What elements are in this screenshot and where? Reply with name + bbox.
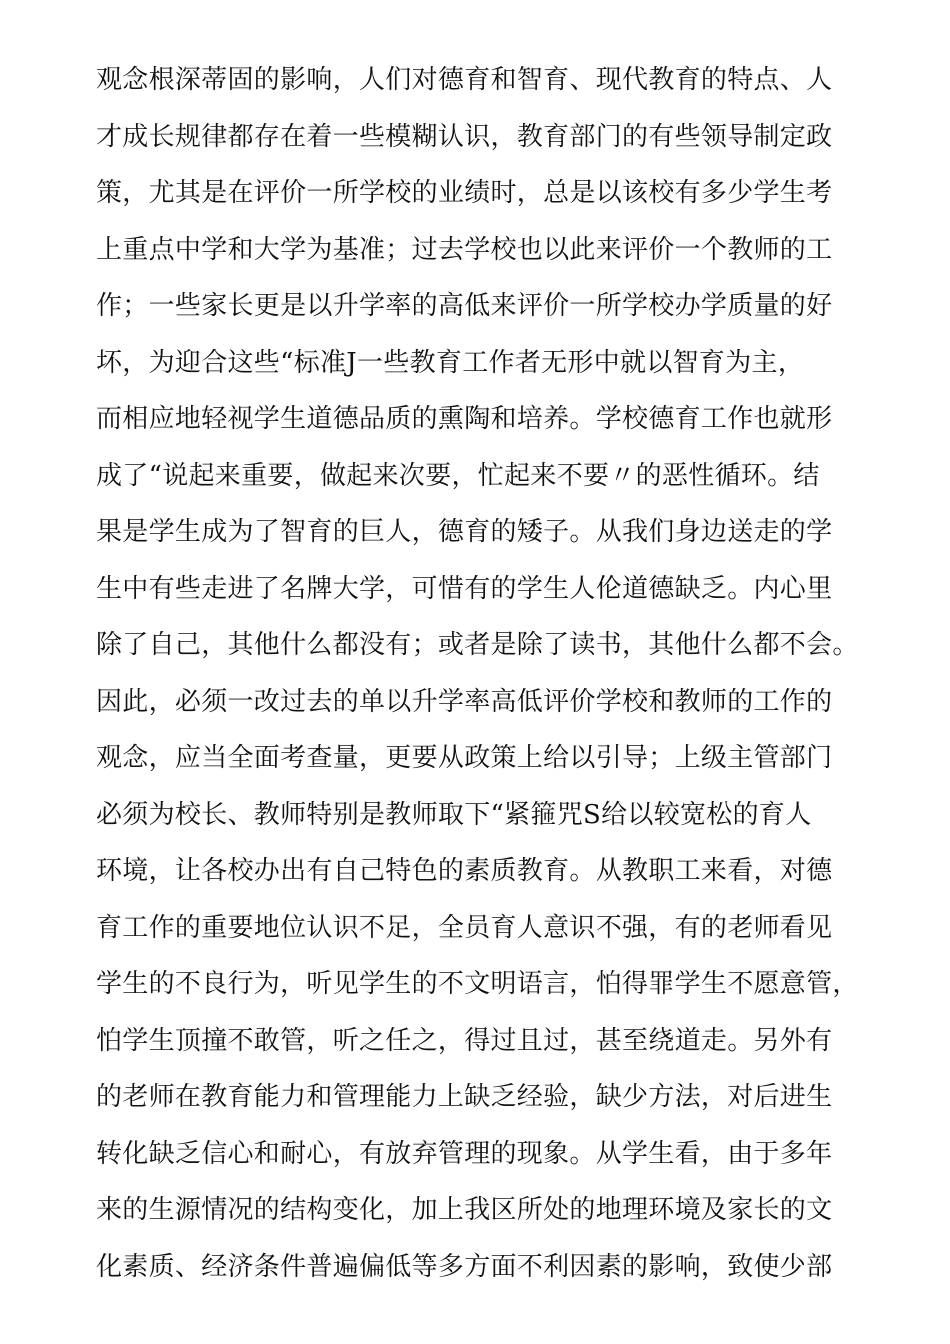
text-line: 怕学生顶撞不敢管，听之任之，得过且过，甚至绕道走。另外有: [96, 1025, 833, 1056]
text-line: 成了“说起来重要，做起来次要，忙起来不要〃的恶性循环。结: [96, 460, 820, 491]
text-line: 生中有些走进了名牌大学，可惜有的学生人伦道德缺乏。内心里: [96, 573, 833, 604]
text-line: 坏，为迎合这些“标准J一些教育工作者无形中就以智育为主，: [96, 347, 805, 378]
text-line: 上重点中学和大学为基准；过去学校也以此来评价一个教师的工: [96, 234, 833, 265]
text-line: 作；一些家长更是以升学率的高低来评价一所学校办学质量的好: [96, 291, 833, 321]
text-line: 果是学生成为了智育的巨人，德育的矮子。从我们身边送走的学: [96, 517, 833, 547]
body-text: [96, 52, 896, 1295]
text-line: 策，尤其是在评价一所学校的业绩时，总是以该校有多少学生考: [96, 178, 833, 208]
text-line: 育工作的重要地位认识不足，全员育人意识不强，有的老师看见: [96, 912, 833, 943]
text-line: 观念根深蒂固的影响，人们对德育和智育、现代教育的特点、人: [96, 65, 833, 95]
text-line: 的老师在教育能力和管理能力上缺乏经验，缺少方法，对后进生: [96, 1082, 833, 1112]
text-line: 才成长规律都存在着一些模糊认识，教育部门的有些领导制定政: [96, 121, 833, 152]
text-line: 化素质、经济条件普遍偏低等多方面不利因素的影响，致使少部: [96, 1251, 833, 1282]
text-line: 观念，应当全面考查量，更要从政策上给以引导；上级主管部门: [96, 743, 833, 773]
text-line: 学生的不良行为，听见学生的不文明语言，怕得罪学生不愿意管，: [96, 969, 859, 999]
text-line: 来的生源情况的结构变化，加上我区所处的地理环境及家长的文: [96, 1195, 833, 1225]
text-line: 环境，让各校办出有自己特色的素质教育。从教职工来看，对德: [96, 856, 833, 886]
text-line: 必须为校长、教师特别是教师取下“紧箍咒S给以较宽松的育人: [96, 799, 812, 830]
text-line: 因此，必须一改过去的单以升学率高低评价学校和教师的工作的: [96, 686, 833, 717]
text-line: 除了自己，其他什么都没有；或者是除了读书，其他什么都不会。: [96, 630, 859, 660]
text-line: 而相应地轻视学生道德品质的熏陶和培养。学校德育工作也就形: [96, 404, 833, 434]
text-line: 转化缺乏信心和耐心，有放弃管理的现象。从学生看，由于多年: [96, 1138, 833, 1169]
